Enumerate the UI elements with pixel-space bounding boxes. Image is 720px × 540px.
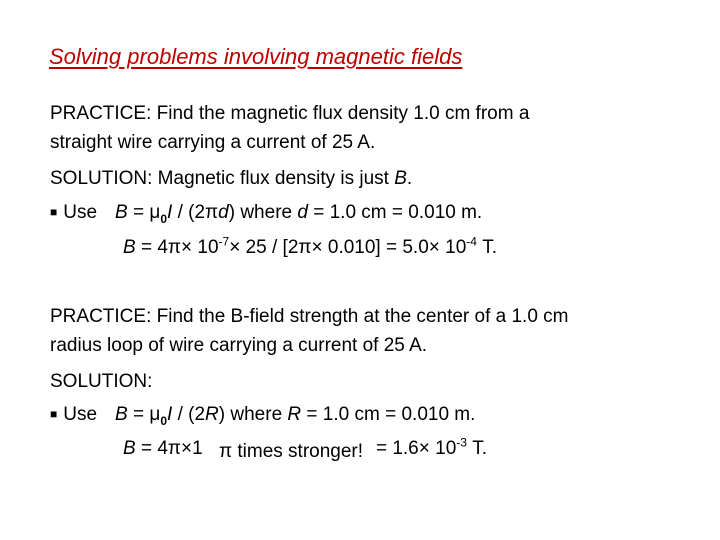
eq2-p1: = 4π× 10 bbox=[135, 237, 219, 258]
eq4-exp: -3 bbox=[456, 435, 467, 450]
eq2-p2: × 25 / [2π× 0.010] = 5.0× 10 bbox=[229, 237, 467, 258]
eq1-B: B bbox=[115, 202, 128, 223]
solution2-line: SOLUTION: bbox=[50, 371, 153, 392]
use-line-2 bbox=[50, 402, 475, 427]
eq1-mid: / (2π bbox=[172, 202, 219, 223]
eq3-mid: / (2 bbox=[172, 404, 206, 425]
eq1-d: d bbox=[218, 202, 229, 223]
eq1-d2: d bbox=[297, 202, 308, 223]
eq2-p3: T. bbox=[476, 237, 498, 258]
use-line-1 bbox=[50, 200, 482, 225]
eq3-mu: μ bbox=[149, 404, 161, 425]
eq3-B: B bbox=[115, 404, 128, 425]
use-label-1: Use bbox=[63, 202, 98, 223]
solution1-var: B bbox=[394, 168, 407, 189]
solution1-end: . bbox=[406, 168, 413, 189]
eq4-B: B bbox=[123, 438, 136, 459]
eq2-exp2: -4 bbox=[466, 234, 477, 249]
solution1-line bbox=[50, 167, 412, 191]
eq3-R2: R bbox=[287, 404, 302, 425]
practice2-line2: radius loop of wire carrying a current of 25 A. bbox=[50, 335, 428, 356]
eq3-R: R bbox=[205, 404, 219, 425]
eq-line-1 bbox=[123, 236, 497, 260]
practice1-line2: straight wire carrying a current of 25 A. bbox=[50, 132, 376, 153]
eq1-tail2: = 1.0 cm = 0.010 m. bbox=[307, 202, 483, 223]
eq3-I: I bbox=[167, 404, 173, 425]
eq4-p2: = 1.6× 10 bbox=[370, 438, 457, 459]
eq3-eq: = bbox=[127, 404, 150, 425]
eq1-sub0: 0 bbox=[160, 211, 168, 226]
eq3-sub0: 0 bbox=[160, 413, 168, 428]
eq1-tail1: ) where bbox=[228, 202, 298, 223]
slide-title: Solving problems involving magnetic fields bbox=[49, 44, 463, 69]
practice1-line1: PRACTICE: Find the magnetic flux density 1.0 cm from a bbox=[50, 103, 530, 124]
solution1-text: SOLUTION: Magnetic flux density is just bbox=[50, 168, 395, 189]
eq2-B: B bbox=[123, 237, 136, 258]
eq1-eq: = bbox=[127, 202, 150, 223]
eq3-tail1: ) where bbox=[218, 404, 288, 425]
eq3-tail2: = 1.0 cm = 0.010 m. bbox=[301, 404, 476, 425]
eq4-p1: = 4π×1 bbox=[135, 438, 203, 459]
eq1-mu: μ bbox=[149, 202, 161, 223]
practice2-line1: PRACTICE: Find the B-field strength at the center of a 1.0 cm bbox=[50, 306, 569, 327]
eq2-exp1: -7 bbox=[218, 234, 230, 249]
eq1-I: I bbox=[167, 202, 173, 223]
eq4-p3: T. bbox=[466, 438, 487, 459]
callout-text: π times stronger! bbox=[217, 439, 365, 465]
bullet-square-icon: ■ bbox=[50, 407, 58, 421]
bullet-square-icon: ■ bbox=[50, 205, 58, 219]
use-label-2: Use bbox=[63, 404, 98, 425]
